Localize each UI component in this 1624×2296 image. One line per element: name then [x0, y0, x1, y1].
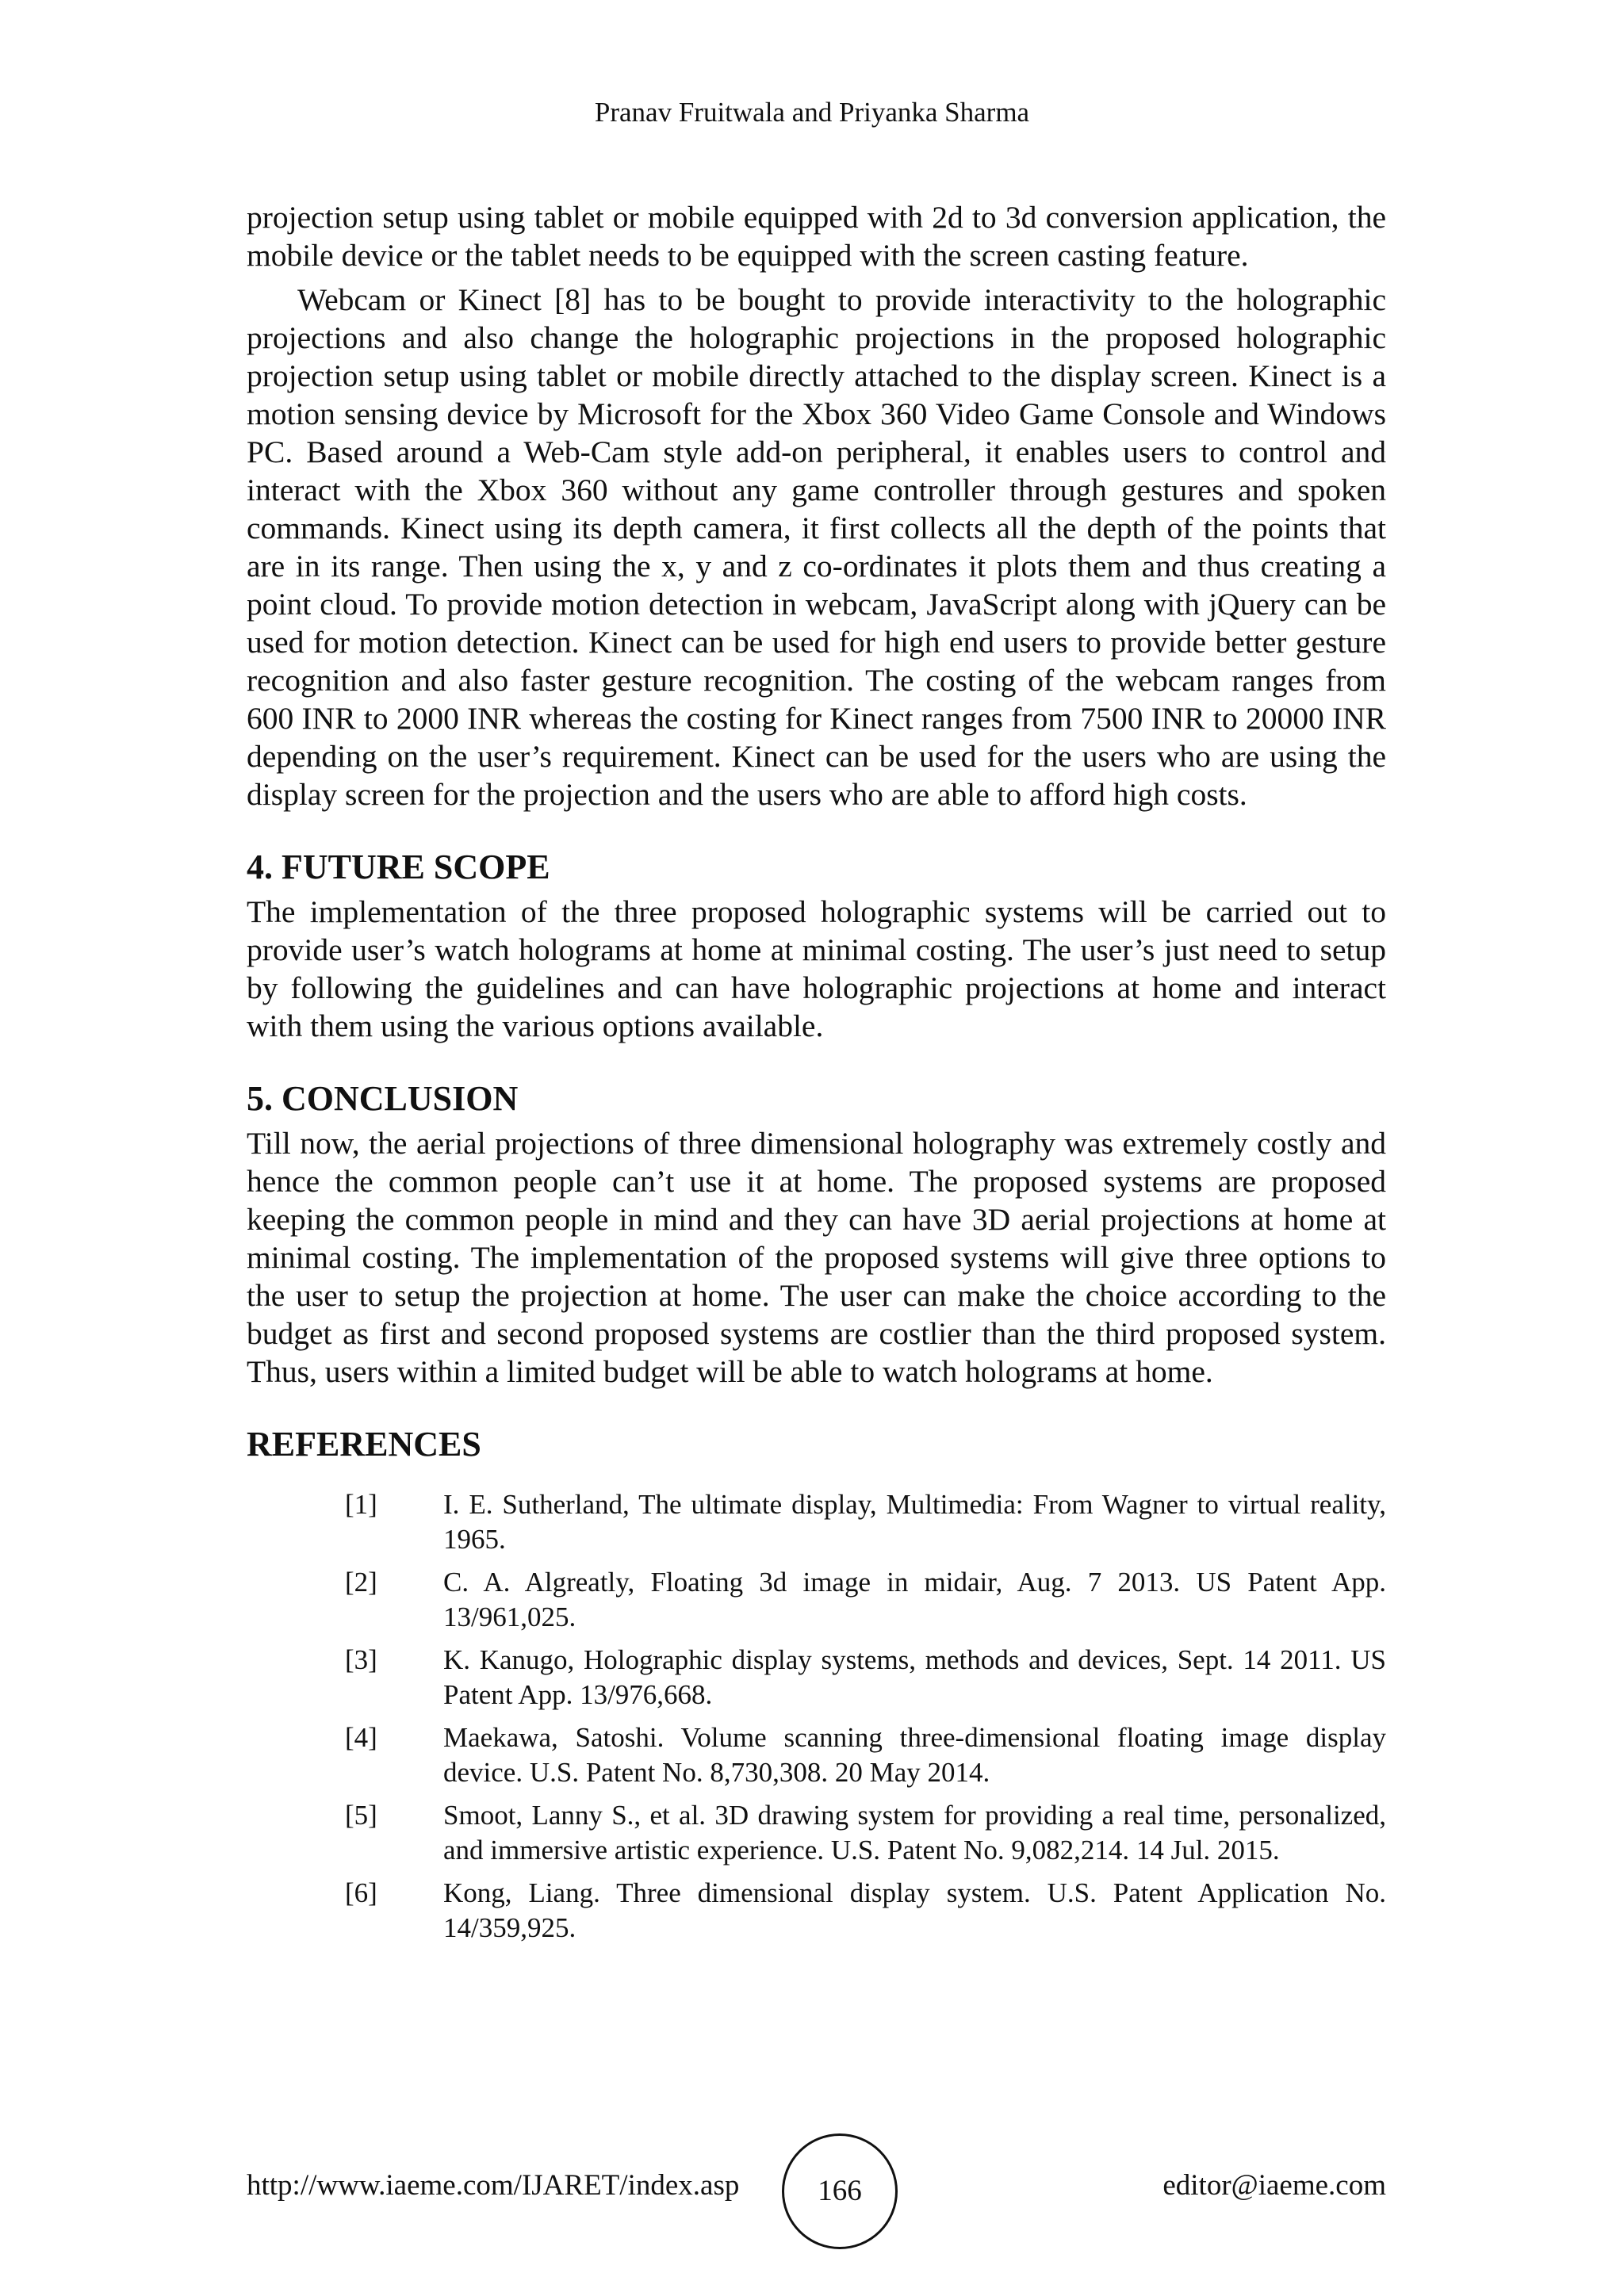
page-body: [247, 198, 1386, 1954]
heading-conclusion: 5. CONCLUSION: [247, 1079, 519, 1118]
reference-item: [247, 1720, 1386, 1790]
footer-email-link[interactable]: editor@iaeme.com: [1162, 2169, 1386, 2202]
footer-url-link[interactable]: http://www.iaeme.com/IJARET/index.asp: [247, 2169, 740, 2202]
paragraph-conclusion: Till now, the aerial projections of three dimensional holography was extremely costly and hence the common people can’t use it at home. The proposed systems are proposed keeping the common people in mind and they can have 3D aerial projections at home at minimal costing. The implementation of the proposed systems will give three options to the user to setup the projection at home. The user can make the choice according to the budget as first and second proposed systems are costlier than the third proposed system. Thus, users within a limited budget will be able to watch holograms at home.: [247, 1126, 1386, 1389]
heading-future-scope: 4. FUTURE SCOPE: [247, 848, 550, 886]
reference-number: [5]: [345, 1800, 377, 1831]
paragraph-future-scope: The implementation of the three proposed holographic systems will be carried out to provide user’s watch holograms at home at minimal costing. The user’s just need to setup by following the guidelines and can have holographic projections at home and interact with them using the various options available.: [247, 894, 1386, 1043]
page-number: 166: [782, 2133, 898, 2249]
reference-text: Smoot, Lanny S., et al. 3D drawing system for providing a real time, personalized, and immersive artistic experience. U.S. Patent No. 9,082,214. 14 Jul. 2015.: [443, 1800, 1386, 1866]
heading-references: REFERENCES: [247, 1425, 481, 1464]
paragraph-continued: projection setup using tablet or mobile equipped with 2d to 3d conversion application, the mobile device or the tablet needs to be equipped with the screen casting feature.: [247, 200, 1386, 273]
reference-text: C. A. Algreatly, Floating 3d image in midair, Aug. 7 2013. US Patent App. 13/961,025.: [443, 1567, 1386, 1632]
reference-number: [6]: [345, 1877, 377, 1908]
reference-list: [247, 1487, 1386, 1946]
reference-number: [2]: [345, 1567, 377, 1598]
reference-number: [1]: [345, 1489, 377, 1520]
reference-item: [247, 1876, 1386, 1946]
reference-item: [247, 1798, 1386, 1868]
reference-text: K. Kanugo, Holographic display systems, methods and devices, Sept. 14 2011. US Patent App. 13/976,668.: [443, 1644, 1386, 1710]
running-head: Pranav Fruitwala and Priyanka Sharma: [594, 97, 1030, 128]
reference-item: [247, 1487, 1386, 1557]
reference-item: [247, 1565, 1386, 1635]
reference-text: Maekawa, Satoshi. Volume scanning three-dimensional floating image display device. U.S. Patent No. 8,730,308. 20 May 2014.: [443, 1722, 1386, 1788]
page-footer: [247, 2160, 1386, 2208]
reference-number: [4]: [345, 1722, 377, 1753]
reference-text: Kong, Liang. Three dimensional display system. U.S. Patent Application No. 14/359,925.: [443, 1877, 1386, 1943]
reference-item: [247, 1643, 1386, 1712]
reference-text: I. E. Sutherland, The ultimate display, Multimedia: From Wagner to virtual reality, 1965.: [443, 1489, 1386, 1555]
reference-number: [3]: [345, 1644, 377, 1675]
paragraph-kinect: Webcam or Kinect [8] has to be bought to provide interactivity to the holographic projections and also change the holographic projections in the proposed holographic projection setup using tablet or mobile directly attached to the display screen. Kinect is a motion sensing device by Microsoft for the Xbox 360 Video Game Console and Windows PC. Based around a Web-Cam style add-on peripheral, it enables users to control and interact with the Xbox 360 without any game controller through gestures and spoken commands. Kinect using its depth camera, it first collects all the depth of the points that are in its range. Then using the x, y and z co-ordinates it plots them and thus creating a point cloud. To provide motion detection in webcam, JavaScript along with jQuery can be used for motion detection. Kinect can be used for high end users to provide better gesture recognition and also faster gesture recognition. The costing of the webcam ranges from 600 INR to 2000 INR whereas the costing for Kinect ranges from 7500 INR to 20000 INR depending on the user’s requirement. Kinect can be used for the users who are using the display screen for the projection and the users who are able to afford high costs.: [247, 282, 1386, 812]
